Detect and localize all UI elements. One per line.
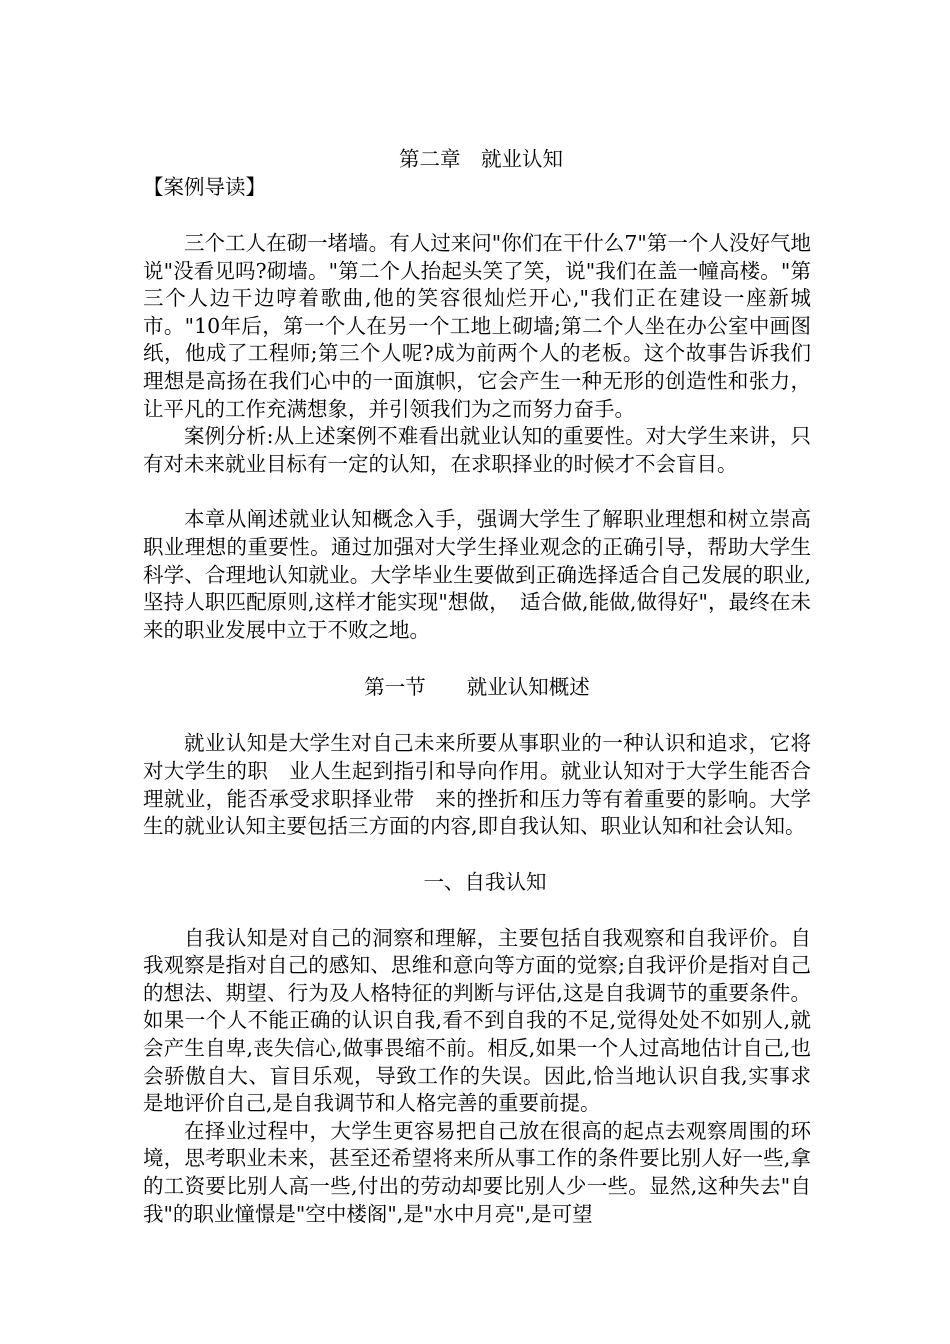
subsection-paragraph-1: 自我认知是对自己的洞察和理解，主要包括自我观察和自我评价。自我观察是指对自己的感知、思维和意向等方面的觉察;自我评价是指对自己的想法、期望、行为及人格特征的判断与评估,这是自我调节的重要条件。如果一个人不能正确的认识自我,看不到自我的不足,觉得处处不如别人,就会产生自卑,丧失信心,做事畏缩不前。相反,如果一个人过高地估计自己,也会骄傲自大、盲目乐观，导致工作的失误。因此,恰当地认识自我,实事求是地评价自己,是自我调节和人格完善的重要前提。 (143, 925, 811, 1116)
spacer (143, 702, 811, 730)
case-story-paragraph: 三个工人在砌一堵墙。有人过来问"你们在干什么7"第一个人没好气地说"没看见吗?砌墙。"第二个人抬起头笑了笑，说"我们在盖一幢高楼。"第三个人边干边哼着歌曲,他的笑容很灿烂开心,"我们正在建设一座新城市。"10年后，第一个人在另一个工地上砌墙;第二个人坐在办公室中画图纸，他成了工程师;第三个人呢?成为前两个人的老板。这个故事告诉我们理想是高扬在我们心中的一面旗帜，它会产生一种无形的创造性和张力，让平凡的工作充满想象，并引领我们为之而努力奋手。 (143, 231, 811, 421)
section-title: 第一节 就业认知概述 (364, 675, 590, 700)
chapter-intro-paragraph: 本章从阐述就业认知概念入手，强调大学生了解职业理想和树立崇高职业理想的重要性。通过加强对大学生择业观念的正确引导，帮助大学生科学、合理地认知就业。大学毕业生要做到正确选择适合自己发展的职业,坚持人职匹配原则,这样才能实现"想做， 适合做,能做,做得好"，最终在未来的职业发展中立于不败之地。 (143, 507, 811, 642)
subsection-title: 一、自我认知 (423, 869, 547, 894)
spacer (143, 897, 811, 925)
spacer (143, 202, 811, 230)
spacer (143, 841, 811, 869)
case-intro-heading: 【案例导读】 (143, 175, 266, 199)
section-body-paragraph: 就业认知是大学生对自己未来所要从事职业的一种认识和追求，它将对大学生的职 业人生起到指引和导向作用。就业认知对于大学生能否合理就业，能否承受求职择业带 来的挫折和压力等有着重要的影响。大学生的就业认知主要包括三方面的内容,即自我认知、职业认知和社会认知。 (143, 731, 811, 839)
case-analysis-paragraph: 案例分析:从上述案例不难看出就业认知的重要性。对大学生来讲，只有对未来就业目标有一定的认知，在求职择业的时候才不会盲目。 (143, 424, 811, 476)
spacer (143, 644, 811, 674)
subsection-paragraph-2: 在择业过程中，大学生更容易把自己放在很高的起点去观察周围的环境，思考职业未来，甚至还希望将来所从事工作的条件要比别人好一些,拿的工资要比别人高一些,付出的劳动却要比别人少一些。显然,这种失去"自我"的职业憧憬是"空中楼阁",是"水中月亮",是可望 (143, 1118, 811, 1226)
spacer (143, 478, 811, 506)
document-page (143, 146, 811, 1228)
chapter-title: 第二章 就业认知 (399, 147, 563, 171)
